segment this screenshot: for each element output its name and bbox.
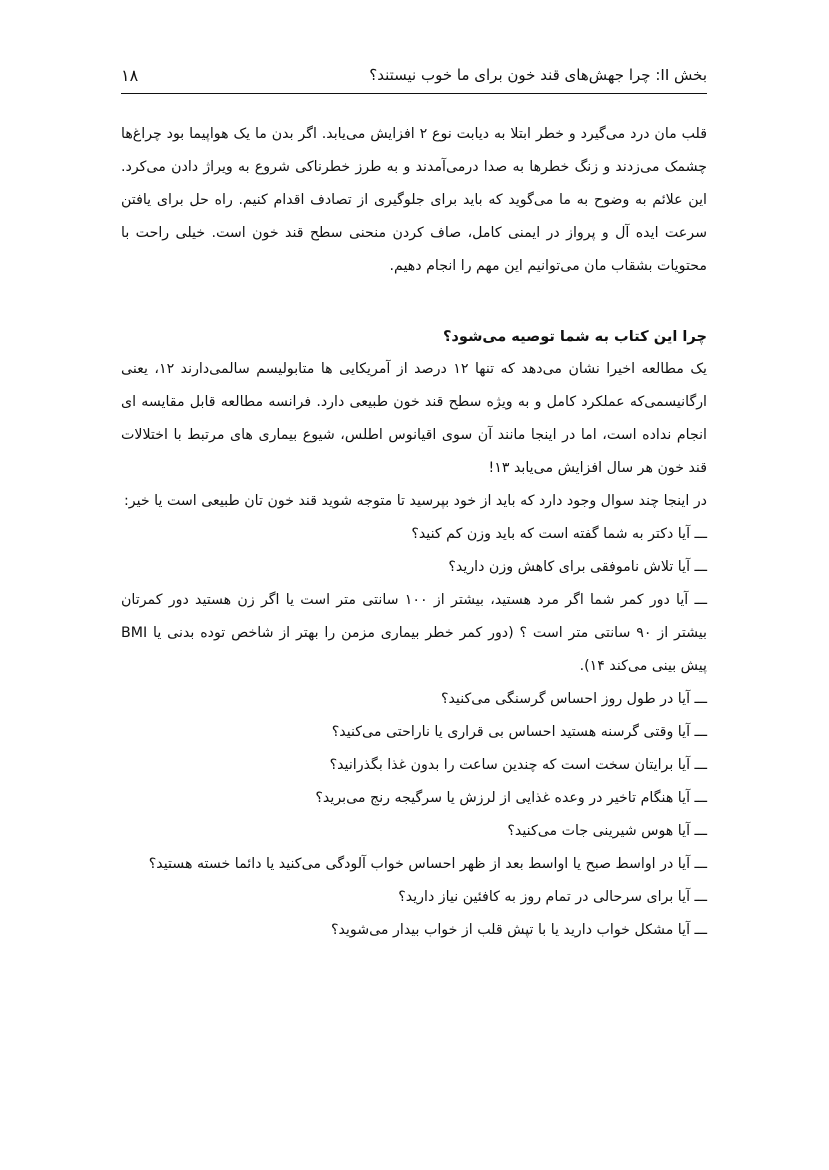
question-item: ـــ آیا در اواسط صبح یا اواسط بعد از ظهر احساس خواب آلودگی می‌کنید یا دائما خسته هستید؟ xyxy=(148,856,707,872)
question-item: ـــ آیا دکتر به شما گفته است که باید وزن کم کنید؟ xyxy=(411,526,707,542)
question-item: ـــ آیا در طول روز احساس گرسنگی می‌کنید؟ xyxy=(440,691,707,707)
page-header xyxy=(121,60,707,94)
question-item: ـــ آیا برای سرحالی در تمام روز به کافئین نیاز دارید؟ xyxy=(398,889,707,905)
header-divider xyxy=(121,93,707,94)
question-item: ـــ آیا مشکل خواب دارید یا با تپش قلب از خواب بیدار می‌شوید؟ xyxy=(330,922,707,938)
running-header-title: بخش II: چرا جهش‌های قند خون برای ما خوب نیستند؟ xyxy=(369,66,707,84)
page-number: ۱۸ xyxy=(121,66,139,85)
paragraph-questions-intro: در اینجا چند سوال وجود دارد که باید از خود بپرسید تا متوجه شوید قند خون تان طبیعی است یا خیر: xyxy=(124,493,707,509)
question-list xyxy=(121,518,707,947)
question-item: ـــ آیا دور کمر شما اگر مرد هستید، بیشتر از ۱۰۰ سانتی متر است یا اگر زن هستید دور کمرتان بیشتر از ۹۰ سانتی متر است ؟ (دور کمر خطر بیماری مزمن را بهتر از شاخص توده بدنی یا BMI پیش بینی می‌کند ۱۴). xyxy=(121,592,707,674)
paragraph-intro: قلب مان درد می‌گیرد و خطر ابتلا به دیابت نوع ۲ افزایش می‌یابد. اگر بدن ما یک هواپیما بود چراغ‌ها چشمک می‌زدند و زنگ خطرها به صدا درمی‌آمدند و به طرز خطرناکی شروع به ویراژ دادن می‌کرد. این علائم به وضوح به ما می‌گوید که باید برای جلوگیری از تصادف اقدام کنیم. راه حل برای یافتن سرعت ایده آل و پرواز در ایمنی کامل، صاف کردن منحنی سطح قند خون است. خیلی راحت با محتویات بشقاب مان می‌توانیم این مهم را انجام دهیم. xyxy=(121,126,708,274)
question-item: ـــ آیا برایتان سخت است که چندین ساعت را بدون غذا بگذرانید؟ xyxy=(329,757,707,773)
question-item: ـــ آیا هوس شیرینی جات می‌کنید؟ xyxy=(507,823,707,839)
section-heading: چرا این کتاب به شما توصیه می‌شود؟ xyxy=(442,328,707,345)
question-item: ـــ آیا وقتی گرسنه هستید احساس بی قراری یا ناراحتی می‌کنید؟ xyxy=(331,724,707,740)
question-item: ـــ آیا هنگام تاخیر در وعده غذایی از لرزش یا سرگیجه رنج می‌برید؟ xyxy=(315,790,707,806)
paragraph-study: یک مطالعه اخیرا نشان می‌دهد که تنها ۱۲ درصد از آمریکایی ها متابولیسم سالمی‌دارند ۱۲، یعنی ارگانیسمی‌که عملکرد کامل و به ویژه سطح قند خون طبیعی دارد. فرانسه مطالعه قابل مقایسه ای انجام نداده است، اما در اینجا مانند آن سوی اقیانوس اطلس، شیوع بیماری های مرتبط با اختلالات قند خون هر سال افزایش می‌یابد ۱۳! xyxy=(121,361,707,476)
page-body xyxy=(121,118,707,947)
question-item: ـــ آیا تلاش ناموفقی برای کاهش وزن دارید؟ xyxy=(448,559,707,575)
